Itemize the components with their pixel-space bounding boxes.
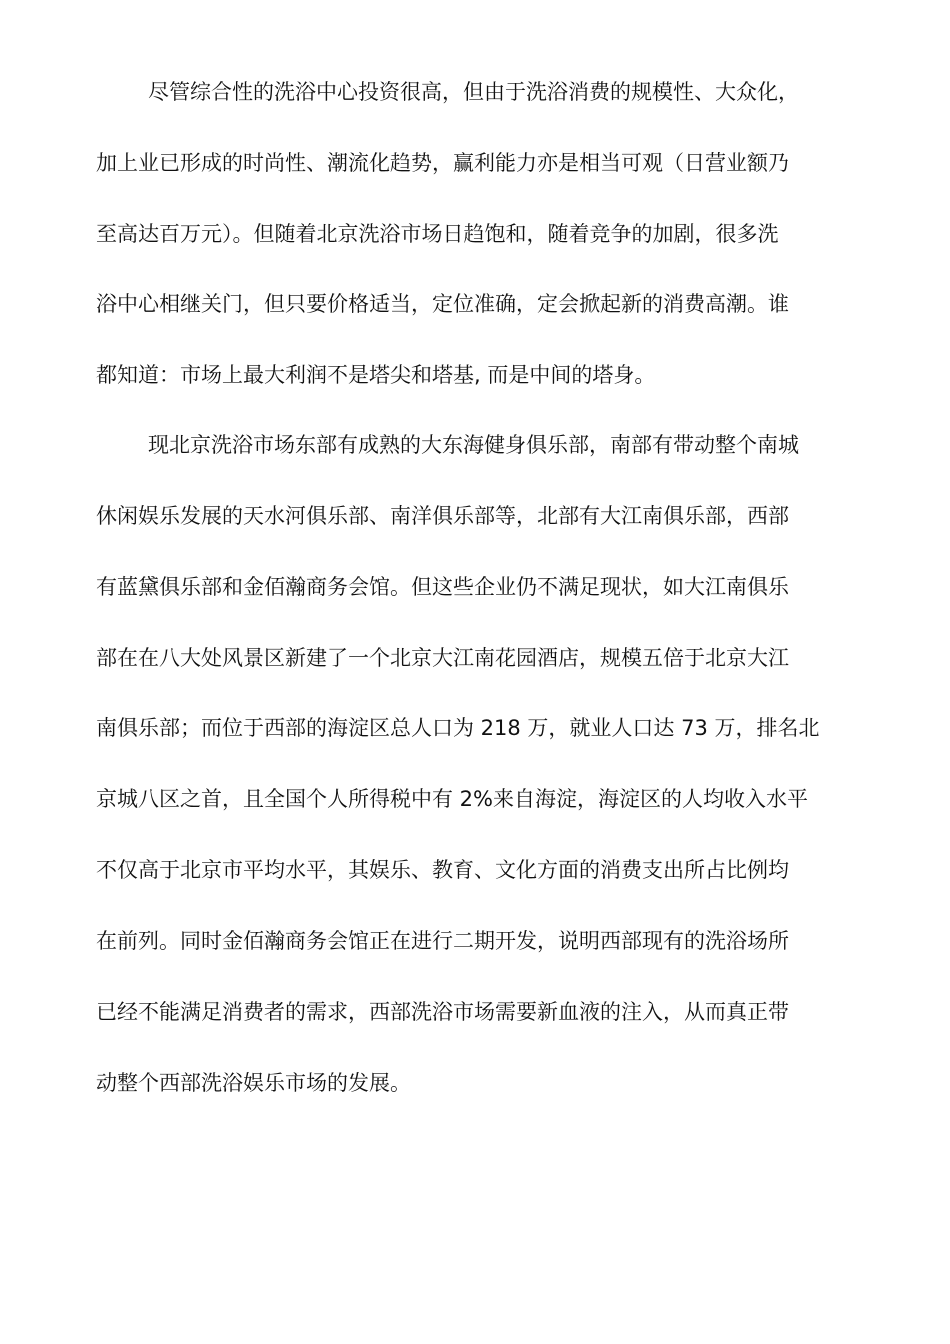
paragraph-line: 至高达百万元）。但随着北京洗浴市场日趋饱和，随着竞争的加剧，很多洗 xyxy=(96,222,779,246)
paragraph-line: 在前列。同时金佰瀚商务会馆正在进行二期开发，说明西部现有的洗浴场所 xyxy=(96,929,789,953)
paragraph-line: 休闲娱乐发展的天水河俱乐部、南洋俱乐部等，北部有大江南俱乐部，西部 xyxy=(96,504,789,528)
paragraph-line: 部在在八大处风景区新建了一个北京大江南花园酒店，规模五倍于北京大江 xyxy=(96,646,789,670)
paragraph-line: 加上业已形成的时尚性、潮流化趋势，赢利能力亦是相当可观（日营业额乃 xyxy=(96,151,789,175)
paragraph-line: 有蓝黛俱乐部和金佰瀚商务会馆。但这些企业仍不满足现状，如大江南俱乐 xyxy=(96,575,789,599)
paragraph-line: 不仅高于北京市平均水平，其娱乐、教育、文化方面的消费支出所占比例均 xyxy=(96,858,789,882)
paragraph-line: 南俱乐部；而位于西部的海淀区总人口为 218 万，就业人口达 73 万，排名北 xyxy=(96,716,820,740)
paragraph-line: 尽管综合性的洗浴中心投资很高，但由于洗浴消费的规模性、大众化， xyxy=(148,80,799,104)
paragraph-line: 已经不能满足消费者的需求，西部洗浴市场需要新血液的注入，从而真正带 xyxy=(96,1000,789,1024)
paragraph-line: 浴中心相继关门，但只要价格适当，定位准确，定会掀起新的消费高潮。谁 xyxy=(96,292,789,316)
paragraph-line: 都知道：市场上最大利润不是塔尖和塔基, 而是中间的塔身。 xyxy=(96,363,656,387)
paragraph-line: 京城八区之首，且全国个人所得税中有 2%来自海淀，海淀区的人均收入水平 xyxy=(96,787,808,811)
paragraph-line: 现北京洗浴市场东部有成熟的大东海健身俱乐部，南部有带动整个南城 xyxy=(148,433,799,457)
paragraph-line: 动整个西部洗浴娱乐市场的发展。 xyxy=(96,1071,411,1095)
